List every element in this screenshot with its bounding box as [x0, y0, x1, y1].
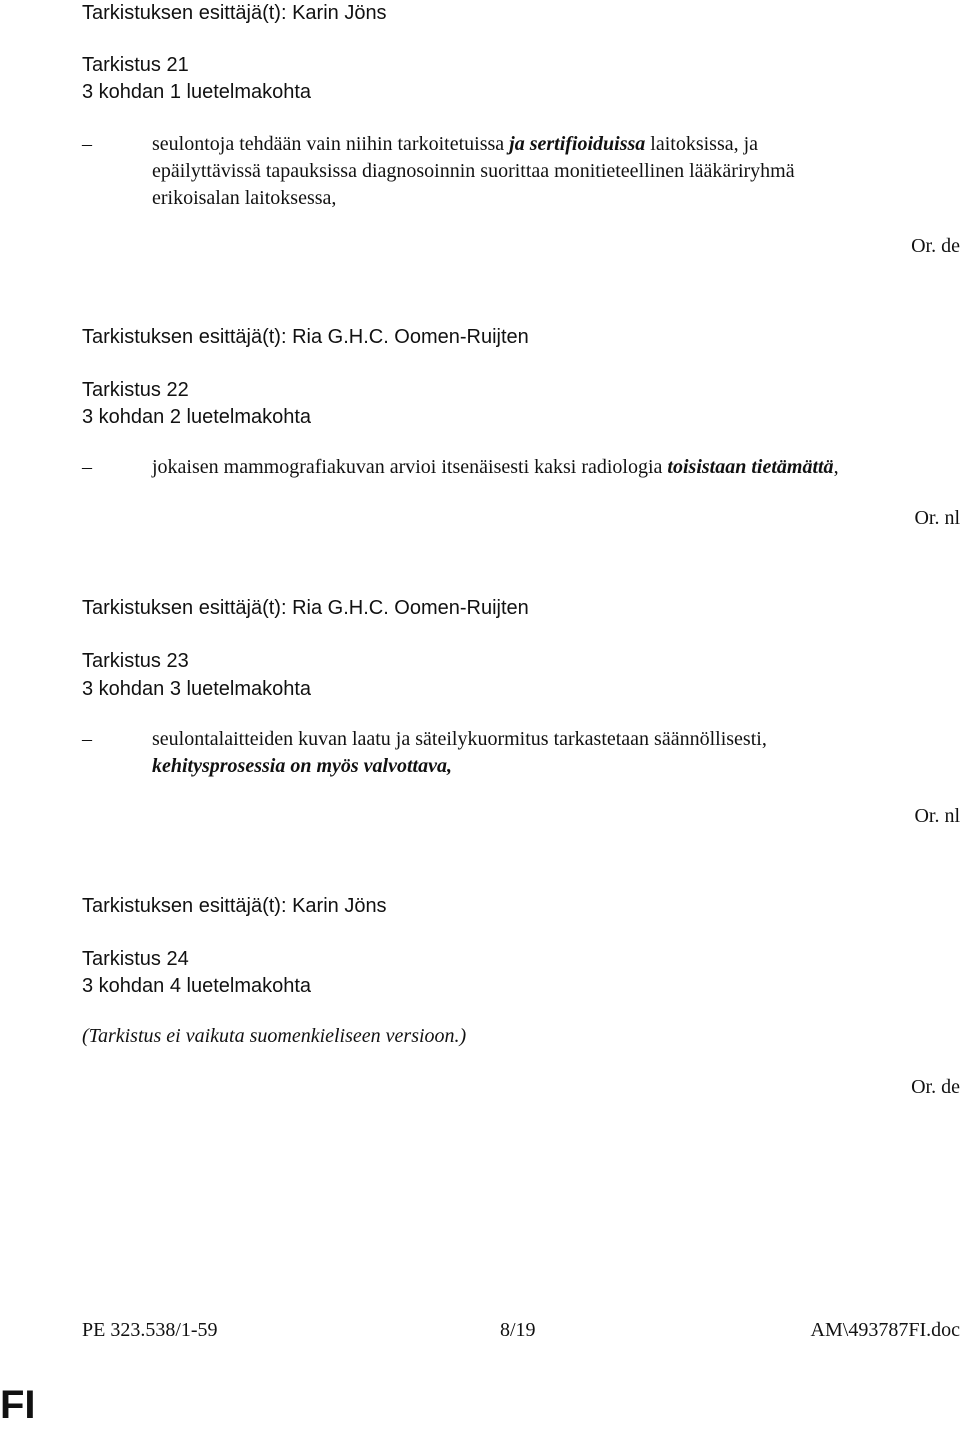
amendment-number: Tarkistus 21 [82, 54, 189, 76]
original-language: Or. nl [914, 507, 960, 529]
footer-page-number: 8/19 [500, 1319, 536, 1341]
amendment-emphasis: toisistaan tietämättä [667, 456, 834, 478]
list-dash: – [82, 133, 92, 155]
amendment-emphasis: ja sertifioiduissa [509, 133, 646, 155]
list-dash: – [82, 728, 92, 750]
amendment-text-line: erikoisalan laitoksessa, [152, 187, 337, 209]
amendment-text-line [152, 753, 960, 780]
amendment-reference: 3 kohdan 1 luetelmakohta [82, 81, 312, 103]
amendment-text [82, 454, 960, 481]
amendment-author: Tarkistuksen esittäjä(t): Karin Jöns [82, 895, 387, 917]
original-language: Or. de [911, 1076, 960, 1098]
amendment-reference: 3 kohdan 3 luetelmakohta [82, 678, 312, 700]
amendment-author: Tarkistuksen esittäjä(t): Ria G.H.C. Oomen-Ruijten [82, 326, 529, 348]
amendment-author: Tarkistuksen esittäjä(t): Ria G.H.C. Oomen-Ruijten [82, 597, 529, 619]
amendment-number: Tarkistus 22 [82, 379, 189, 401]
amendment-reference: 3 kohdan 4 luetelmakohta [82, 975, 312, 997]
original-language: Or. de [911, 235, 960, 257]
footer-document-id: AM\493787FI.doc [810, 1319, 960, 1341]
amendment-reference: 3 kohdan 2 luetelmakohta [82, 406, 312, 428]
footer-reference: PE 323.538/1-59 [82, 1319, 218, 1341]
amendment-text [82, 726, 960, 780]
amendment-number: Tarkistus 23 [82, 650, 189, 672]
amendment-text-line: seulontalaitteiden kuvan laatu ja säteilykuormitus tarkastetaan säännöllisesti, [152, 728, 767, 750]
amendment-text-line: seulontoja tehdään vain niihin tarkoitetuissa ja sertifioiduissa laitoksissa, ja [152, 133, 759, 155]
language-code: FI [0, 1383, 36, 1427]
amendment-text-line: jokaisen mammografiakuvan arvioi itsenäisesti kaksi radiologia toisistaan tietämättä, [152, 456, 839, 478]
list-dash: – [82, 456, 92, 478]
original-language: Or. nl [914, 805, 960, 827]
amendment-text [82, 131, 960, 212]
amendment-emphasis: kehitysprosessia on myös valvottava, [152, 755, 452, 777]
amendment-number: Tarkistus 24 [82, 948, 189, 970]
amendment-author: Tarkistuksen esittäjä(t): Karin Jöns [82, 2, 387, 24]
amendment-note: (Tarkistus ei vaikuta suomenkieliseen versioon.) [82, 1025, 467, 1047]
amendment-text-line: epäilyttävissä tapauksissa diagnosoinnin suorittaa monitieteellinen lääkäriryhmä [152, 160, 795, 182]
